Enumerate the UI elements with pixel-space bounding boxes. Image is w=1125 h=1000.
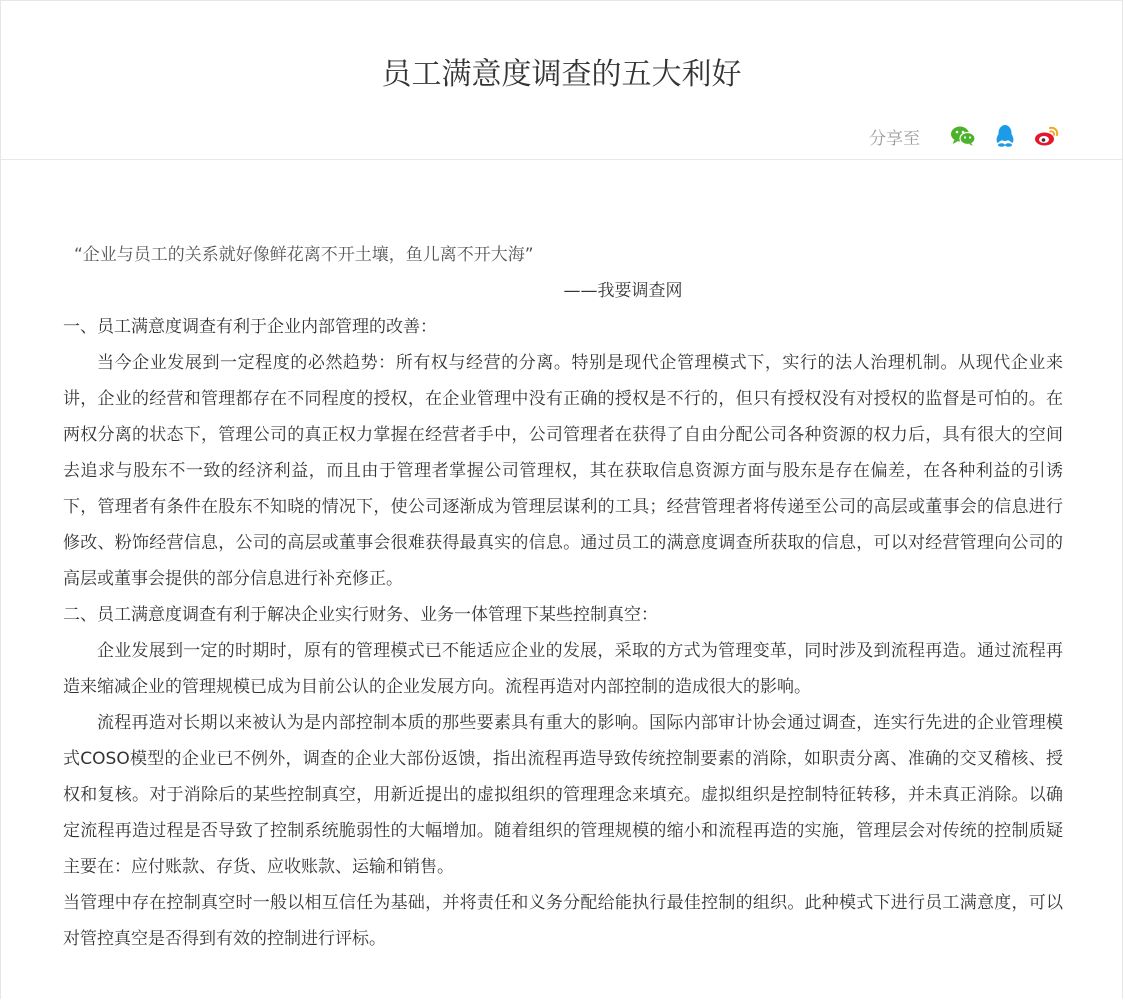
weibo-icon[interactable]: [1034, 123, 1060, 149]
wechat-icon[interactable]: [950, 123, 976, 149]
article-body: [63, 237, 1063, 957]
qq-icon[interactable]: [992, 123, 1018, 149]
section-heading-1: 一、员工满意度调查有利于企业内部管理的改善：: [63, 317, 437, 337]
section-heading-2: 二、员工满意度调查有利于解决企业实行财务、业务一体管理下某些控制真空：: [63, 605, 658, 625]
quote-source: ——我要调查网: [563, 281, 683, 301]
share-label: 分享至: [869, 128, 920, 149]
paragraph: 企业发展到一定的时期时，原有的管理模式已不能适应企业的发展，采取的方式为管理变革，同时涉及到流程再造。通过流程再造来缩减企业的管理规模已成为目前公认的企业发展方向。流程再造对内部控制的造成很大的影响。: [63, 641, 1063, 697]
share-bar: [869, 121, 1060, 151]
article-title: 员工满意度调查的五大利好: [381, 57, 742, 92]
article-header: [1, 1, 1122, 160]
paragraph: 当今企业发展到一定程度的必然趋势：所有权与经营的分离。特别是现代企管理模式下，实行的法人治理机制。从现代企业来讲，企业的经营和管理都存在不同程度的授权，在企业管理中没有正确的授权是不行的，但只有授权没有对授权的监督是可怕的。在两权分离的状态下，管理公司的真正权力掌握在经营者手中，公司管理者在获得了自由分配公司各种资源的权力后，具有很大的空间去追求与股东不一致的经济利益，而且由于管理者掌握公司管理权，其在获取信息资源方面与股东是存在偏差，在各种利益的引诱下，管理者有条件在股东不知晓的情况下，使公司逐渐成为管理层谋利的工具；经营管理者将传递至公司的高层或董事会的信息进行修改、粉饰经营信息，公司的高层或董事会很难获得最真实的信息。通过员工的满意度调查所获取的信息，可以对经营管理向公司的高层或董事会提供的部分信息进行补充修正。: [63, 353, 1063, 589]
paragraph: 流程再造对长期以来被认为是内部控制本质的那些要素具有重大的影响。国际内部审计协会通过调查，连实行先进的企业管理模式COSO模型的企业已不例外，调查的企业大部份返馈，指出流程再造导致传统控制要素的消除，如职责分离、准确的交叉稽核、授权和复核。对于消除后的某些控制真空，用新近提出的虚拟组织的管理理念来填充。虚拟组织是控制特征转移，并未真正消除。以确定流程再造过程是否导致了控制系统脆弱性的大幅增加。随着组织的管理规模的缩小和流程再造的实施，管理层会对传统的控制质疑主要在：应付账款、存货、应收账款、运输和销售。: [63, 713, 1063, 877]
paragraph: 当管理中存在控制真空时一般以相互信任为基础，并将责任和义务分配给能执行最佳控制的组织。此种模式下进行员工满意度，可以对管控真空是否得到有效的控制进行评标。: [63, 893, 1063, 949]
article-quote: “企业与员工的关系就好像鲜花离不开土壤，鱼儿离不开大海”: [74, 245, 534, 265]
